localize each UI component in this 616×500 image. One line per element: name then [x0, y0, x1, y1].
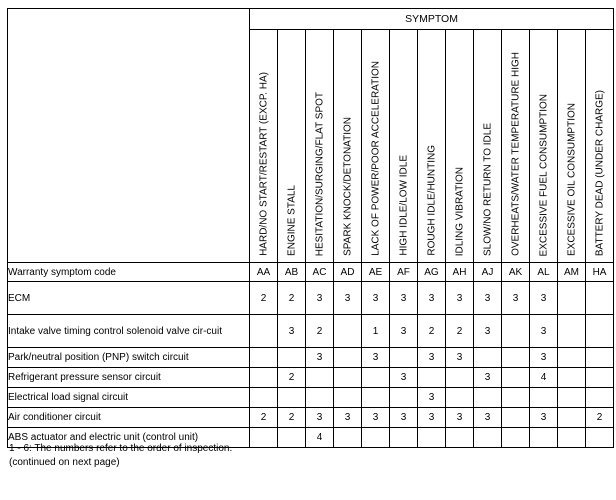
symptom-column-header [306, 30, 334, 263]
warranty-code-cell: AC [306, 263, 334, 282]
symptom-column-label: OVERHEATS/WATER TEMPERATURE HIGH [510, 52, 521, 256]
inspection-order-cell [530, 428, 558, 448]
inspection-order-cell [278, 348, 306, 368]
symptom-header: SYMPTOM [250, 9, 614, 30]
warranty-code-label: Warranty symptom code [8, 263, 250, 282]
symptom-column-header [586, 30, 614, 263]
table-row [8, 408, 614, 428]
inspection-order-cell: 3 [362, 282, 390, 315]
inspection-order-cell: 3 [362, 408, 390, 428]
inspection-order-cell [558, 388, 586, 408]
symptom-header-row [8, 9, 614, 30]
inspection-order-cell [362, 388, 390, 408]
row-label: ABS actuator and electric unit (control unit) [8, 428, 250, 448]
inspection-order-cell [446, 368, 474, 388]
inspection-order-cell [390, 388, 418, 408]
symptom-column-header [446, 30, 474, 263]
footnotes [9, 442, 232, 470]
inspection-order-cell: 3 [390, 368, 418, 388]
inspection-order-cell [446, 428, 474, 448]
symptom-column-header [558, 30, 586, 263]
inspection-order-cell: 3 [474, 368, 502, 388]
symptom-column-label: HIGH IDLE/LOW IDLE [398, 155, 409, 256]
inspection-order-cell: 3 [530, 348, 558, 368]
symptom-column-label: HESITATION/SURGING/FLAT SPOT [314, 91, 325, 256]
inspection-order-cell [586, 388, 614, 408]
warranty-code-cell: AE [362, 263, 390, 282]
inspection-order-cell [334, 428, 362, 448]
row-label: Intake valve timing control solenoid valve cir-cuit [8, 315, 250, 348]
symptom-column-label: BATTERY DEAD (UNDER CHARGE) [594, 89, 606, 256]
inspection-order-cell [474, 348, 502, 368]
warranty-code-cell: AA [250, 263, 278, 282]
inspection-order-cell: 4 [306, 428, 334, 448]
warranty-code-cell: AG [418, 263, 446, 282]
inspection-order-cell [446, 388, 474, 408]
inspection-order-cell: 3 [474, 282, 502, 315]
inspection-order-cell [586, 282, 614, 315]
inspection-order-cell [306, 368, 334, 388]
inspection-order-cell [250, 348, 278, 368]
inspection-order-cell [558, 282, 586, 315]
symptom-table [7, 8, 614, 448]
table-row [8, 348, 614, 368]
inspection-order-cell: 3 [306, 408, 334, 428]
inspection-order-cell: 3 [530, 315, 558, 348]
inspection-order-cell: 3 [418, 388, 446, 408]
inspection-order-cell [474, 388, 502, 408]
inspection-order-cell: 2 [278, 282, 306, 315]
corner-cell [8, 9, 250, 263]
warranty-code-cell: HA [586, 263, 614, 282]
warranty-code-row [8, 263, 614, 282]
inspection-order-cell [334, 348, 362, 368]
warranty-code-cell: AD [334, 263, 362, 282]
table-row [8, 368, 614, 388]
warranty-code-cell: AB [278, 263, 306, 282]
warranty-code-cell: AM [558, 263, 586, 282]
warranty-code-cell: AK [502, 263, 530, 282]
inspection-order-cell [530, 388, 558, 408]
row-label: Electrical load signal circuit [8, 388, 250, 408]
inspection-order-cell: 3 [502, 282, 530, 315]
inspection-order-cell [278, 388, 306, 408]
inspection-order-cell [502, 348, 530, 368]
inspection-order-cell: 3 [530, 282, 558, 315]
row-label: Refrigerant pressure sensor circuit [8, 368, 250, 388]
footnote-continued: (continued on next page) [9, 457, 120, 468]
warranty-code-cell: AF [390, 263, 418, 282]
symptom-column-header [390, 30, 418, 263]
inspection-order-cell [474, 428, 502, 448]
symptom-column-header [502, 30, 530, 263]
inspection-order-cell [502, 368, 530, 388]
inspection-order-cell [558, 428, 586, 448]
inspection-order-cell [334, 368, 362, 388]
inspection-order-cell: 2 [278, 368, 306, 388]
inspection-order-cell: 3 [306, 348, 334, 368]
inspection-order-cell [250, 368, 278, 388]
inspection-order-cell [362, 428, 390, 448]
symptom-column-header [362, 30, 390, 263]
inspection-order-cell [390, 348, 418, 368]
symptom-column-label: ROUGH IDLE/HUNTING [426, 145, 437, 256]
inspection-order-cell: 2 [278, 408, 306, 428]
symptom-column-label: EXCESSIVE OIL CONSUMPTION [566, 103, 577, 256]
inspection-order-cell [362, 368, 390, 388]
symptom-column-header [418, 30, 446, 263]
inspection-order-cell [558, 315, 586, 348]
inspection-order-cell: 3 [418, 348, 446, 368]
symptom-column-label: SPARK KNOCK/DETONATION [342, 117, 353, 256]
warranty-code-cell: AJ [474, 263, 502, 282]
symptom-column-header [530, 30, 558, 263]
inspection-order-cell [250, 388, 278, 408]
inspection-order-cell [390, 428, 418, 448]
symptom-column-label: ENGINE STALL [286, 185, 297, 256]
inspection-order-cell [418, 368, 446, 388]
inspection-order-cell [586, 348, 614, 368]
symptom-column-label: EXCESSIVE FUEL CONSUMPTION [538, 93, 549, 256]
inspection-order-cell: 3 [474, 408, 502, 428]
inspection-order-cell: 3 [418, 282, 446, 315]
inspection-order-cell: 3 [390, 315, 418, 348]
inspection-order-cell [558, 348, 586, 368]
symptom-column-label: IDLING VIBRATION [454, 166, 465, 256]
symptom-column-label: HARD/NO START/RESTART (EXCP. HA) [258, 72, 269, 256]
inspection-order-cell [586, 428, 614, 448]
inspection-order-cell: 3 [446, 282, 474, 315]
symptom-column-label: LACK OF POWER/POOR ACCELERATION [370, 61, 381, 256]
symptom-column-label: SLOW/NO RETURN TO IDLE [482, 123, 493, 256]
inspection-order-cell: 3 [446, 408, 474, 428]
footnote-order: 1 - 6: The numbers refer to the order of inspection. [9, 443, 233, 454]
inspection-order-cell [502, 315, 530, 348]
inspection-order-cell: 2 [250, 408, 278, 428]
inspection-order-cell [558, 368, 586, 388]
table-row [8, 282, 614, 315]
inspection-order-cell: 3 [278, 315, 306, 348]
inspection-order-cell: 3 [446, 348, 474, 368]
inspection-order-cell [278, 428, 306, 448]
symptom-column-header [278, 30, 306, 263]
inspection-order-cell: 3 [530, 408, 558, 428]
inspection-order-cell: 1 [362, 315, 390, 348]
symptom-column-header [334, 30, 362, 263]
inspection-order-cell [334, 388, 362, 408]
inspection-order-cell [558, 408, 586, 428]
inspection-order-cell [586, 368, 614, 388]
inspection-order-cell [334, 315, 362, 348]
row-label: Park/neutral position (PNP) switch circuit [8, 348, 250, 368]
inspection-order-cell: 3 [334, 408, 362, 428]
inspection-order-cell: 3 [362, 348, 390, 368]
warranty-code-cell: AL [530, 263, 558, 282]
inspection-order-cell: 2 [250, 282, 278, 315]
inspection-order-cell: 2 [446, 315, 474, 348]
table-row [8, 315, 614, 348]
inspection-order-cell [502, 428, 530, 448]
inspection-order-cell [306, 388, 334, 408]
inspection-order-cell [250, 315, 278, 348]
inspection-order-cell: 2 [306, 315, 334, 348]
warranty-code-cell: AH [446, 263, 474, 282]
inspection-order-cell [502, 408, 530, 428]
inspection-order-cell: 3 [390, 282, 418, 315]
inspection-order-cell: 3 [390, 408, 418, 428]
inspection-order-cell: 3 [334, 282, 362, 315]
row-label: Air conditioner circuit [8, 408, 250, 428]
inspection-order-cell [250, 428, 278, 448]
inspection-order-cell [418, 428, 446, 448]
symptom-column-header [474, 30, 502, 263]
inspection-order-cell [502, 388, 530, 408]
inspection-order-cell: 2 [586, 408, 614, 428]
inspection-order-cell: 4 [530, 368, 558, 388]
inspection-order-cell [586, 315, 614, 348]
row-label: ECM [8, 282, 250, 315]
inspection-order-cell: 3 [474, 315, 502, 348]
inspection-order-cell: 2 [418, 315, 446, 348]
inspection-order-cell: 3 [306, 282, 334, 315]
table-row [8, 388, 614, 408]
symptom-column-header [250, 30, 278, 263]
inspection-order-cell: 3 [418, 408, 446, 428]
